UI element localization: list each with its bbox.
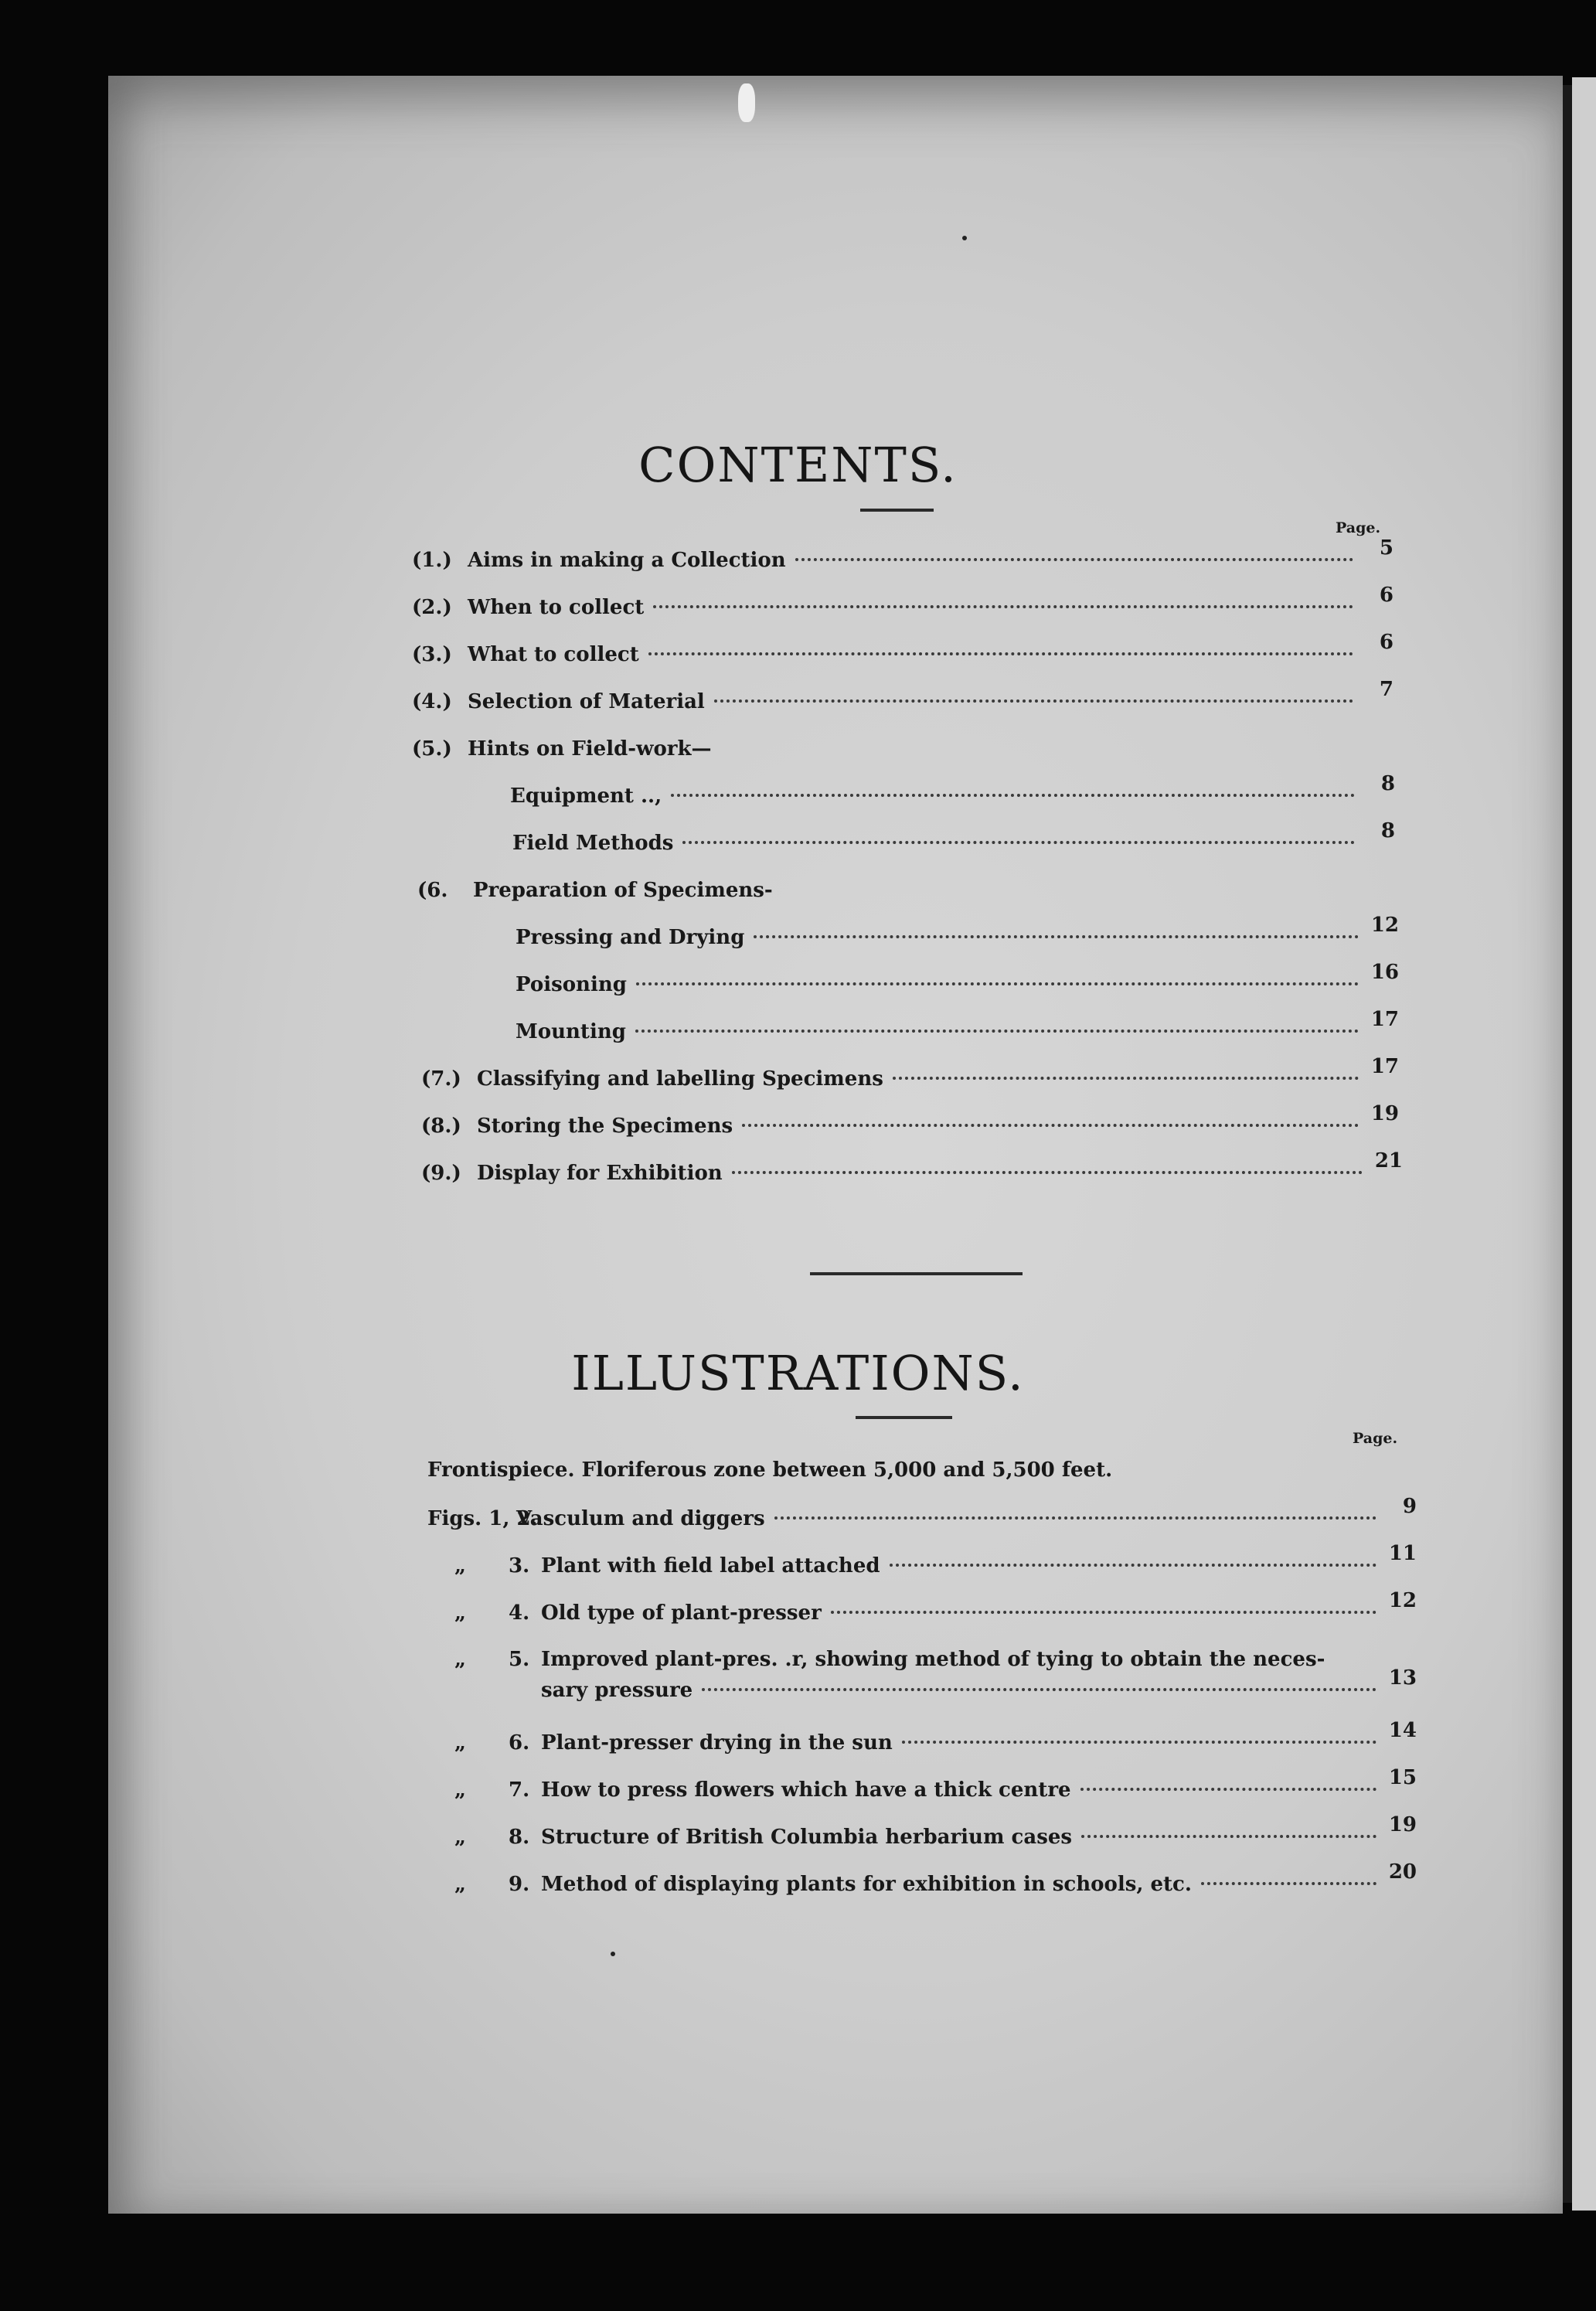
toc-entry <box>412 584 1394 619</box>
toc-entry-page: 5 <box>1379 536 1394 560</box>
toc-entry-title: Equipment .., <box>510 785 662 808</box>
illustration-entry <box>454 1589 1417 1625</box>
toc-entry-number: (9.) <box>421 1162 461 1185</box>
toc-entry-page: 16 <box>1370 961 1399 984</box>
toc-entry-number: (3.) <box>412 643 452 666</box>
dot-leader <box>754 935 1359 938</box>
toc-entry <box>421 1102 1399 1138</box>
toc-entry <box>412 631 1394 666</box>
dot-leader <box>1080 1788 1377 1791</box>
toc-entry <box>412 536 1394 572</box>
toc-entry <box>412 678 1394 713</box>
toc-entry-title: Selection of Material <box>468 690 705 713</box>
illustrations-heading: ILLUSTRATIONS. <box>571 1345 1025 1401</box>
ditto-mark: „ <box>454 1778 466 1802</box>
toc-entry-page: 6 <box>1379 631 1394 654</box>
illustration-entry <box>454 1542 1417 1578</box>
toc-entry-number: (1.) <box>412 549 452 572</box>
ditto-mark: „ <box>454 1873 466 1896</box>
dot-leader <box>742 1124 1359 1127</box>
dot-leader <box>1201 1882 1377 1885</box>
ditto-mark: „ <box>454 1554 466 1578</box>
dot-leader <box>774 1516 1377 1520</box>
illustration-page: 14 <box>1388 1719 1417 1742</box>
toc-entry-page: 12 <box>1370 914 1399 937</box>
figure-number: 3. <box>509 1554 530 1578</box>
toc-entry-page: 7 <box>1379 678 1394 701</box>
figure-number: 6. <box>509 1731 530 1755</box>
facing-page-edge <box>1572 77 1596 2211</box>
toc-subentry <box>510 772 1395 808</box>
illustration-entry <box>454 1813 1417 1849</box>
ditto-mark: „ <box>454 1601 466 1625</box>
contents-heading-rule <box>860 509 934 512</box>
illustration-title: How to press flowers which have a thick centre <box>541 1778 1071 1802</box>
toc-entry-page: 8 <box>1380 772 1395 795</box>
toc-subentry <box>512 819 1395 855</box>
ink-speck <box>962 236 967 240</box>
toc-subentry <box>516 961 1399 996</box>
illustration-page: 19 <box>1388 1813 1417 1836</box>
dot-leader <box>890 1564 1377 1567</box>
illustration-title: Improved plant-pres. .r, showing method of tying to obtain the neces- <box>541 1648 1325 1671</box>
dot-leader <box>702 1688 1377 1691</box>
ditto-mark: „ <box>454 1826 466 1849</box>
illustration-page: 9 <box>1402 1495 1417 1518</box>
illustration-entry <box>427 1495 1417 1530</box>
toc-entry-page: 21 <box>1374 1149 1403 1173</box>
dot-leader <box>902 1741 1377 1744</box>
frontispiece-caption: Frontispiece. Floriferous zone between 5,000 and 5,500 feet. <box>427 1458 1113 1482</box>
illustration-page: 12 <box>1388 1589 1417 1612</box>
illustration-title: Method of displaying plants for exhibition in schools, etc. <box>541 1873 1192 1896</box>
illustrations-heading-rule <box>856 1416 952 1419</box>
toc-entry-title: Aims in making a Collection <box>468 549 786 572</box>
toc-entry-page: 19 <box>1370 1102 1399 1125</box>
dot-leader <box>831 1611 1377 1614</box>
ditto-mark: „ <box>454 1648 466 1671</box>
illustration-page: 15 <box>1388 1766 1417 1789</box>
paper-tear <box>738 83 755 122</box>
toc-entry-number: (4.) <box>412 690 452 713</box>
illustration-title-continued: sary pressure <box>541 1679 693 1702</box>
toc-entry-title: Poisoning <box>516 973 627 996</box>
toc-entry-number: (5.) <box>412 737 452 761</box>
toc-entry-title: Mounting <box>516 1020 626 1043</box>
illustration-page: 20 <box>1388 1860 1417 1884</box>
illustration-title: Structure of British Columbia herbarium cases <box>541 1826 1073 1849</box>
dot-leader <box>636 982 1359 985</box>
figure-number: 4. <box>509 1601 530 1625</box>
dot-leader <box>671 794 1355 797</box>
illustration-title: Plant-presser drying in the sun <box>541 1731 893 1755</box>
toc-entry <box>421 1149 1403 1185</box>
toc-entry <box>421 1055 1399 1091</box>
toc-entry-number: (8.) <box>421 1115 461 1138</box>
toc-entry-page: 6 <box>1379 584 1394 607</box>
toc-entry-title: Field Methods <box>512 832 674 855</box>
figure-prefix: Figs. 1, 2. <box>427 1507 538 1530</box>
illustration-entry <box>454 1648 1325 1671</box>
illustration-page: 11 <box>1388 1542 1417 1565</box>
toc-entry-number: (6. <box>417 879 448 902</box>
toc-entry-page: 8 <box>1380 819 1395 842</box>
toc-entry-title: Display for Exhibition <box>477 1162 723 1185</box>
toc-entry-title: Pressing and Drying <box>516 926 745 949</box>
figure-number: 7. <box>509 1778 530 1802</box>
toc-entry-title: When to collect <box>468 596 645 619</box>
toc-entry-page: 17 <box>1370 1008 1399 1031</box>
contents-page-label: Page. <box>1336 519 1381 536</box>
figure-number: 8. <box>509 1826 530 1849</box>
toc-entry <box>417 879 773 902</box>
ink-speck <box>611 1952 615 1956</box>
illustration-entry <box>454 1719 1417 1755</box>
dot-leader <box>648 652 1353 655</box>
toc-entry <box>412 737 712 761</box>
page-gutter <box>1563 85 1572 2203</box>
toc-entry-title: Preparation of Specimens- <box>473 879 773 902</box>
dot-leader <box>714 699 1353 703</box>
ditto-mark: „ <box>454 1731 466 1755</box>
figure-number: 9. <box>509 1873 530 1896</box>
illustration-title: Vasculum and diggers <box>516 1507 765 1530</box>
illustration-page: 13 <box>1388 1666 1417 1690</box>
toc-entry-title: Hints on Field-work— <box>468 737 712 761</box>
figure-number: 5. <box>509 1648 530 1671</box>
toc-entry-title: Storing the Specimens <box>477 1115 733 1138</box>
toc-entry-title: What to collect <box>468 643 639 666</box>
illustration-title: Old type of plant-presser <box>541 1601 822 1625</box>
dot-leader <box>732 1171 1363 1174</box>
dot-leader <box>682 841 1355 844</box>
illustration-entry-continuation <box>541 1666 1417 1702</box>
contents-heading: CONTENTS. <box>638 437 958 493</box>
toc-subentry <box>516 1008 1399 1043</box>
illustration-entry <box>454 1860 1417 1896</box>
dot-leader <box>893 1077 1359 1080</box>
dot-leader <box>635 1030 1359 1033</box>
illustrations-page-label: Page. <box>1353 1430 1398 1447</box>
toc-entry-number: (7.) <box>421 1067 461 1091</box>
toc-entry-title: Classifying and labelling Specimens <box>477 1067 883 1091</box>
toc-entry-page: 17 <box>1370 1055 1399 1078</box>
dot-leader <box>653 605 1353 608</box>
toc-subentry <box>516 914 1399 949</box>
dot-leader <box>1081 1835 1377 1838</box>
toc-entry-number: (2.) <box>412 596 452 619</box>
illustration-entry <box>454 1766 1417 1802</box>
dot-leader <box>795 558 1353 561</box>
illustration-title: Plant with field label attached <box>541 1554 880 1578</box>
section-divider <box>810 1272 1023 1275</box>
